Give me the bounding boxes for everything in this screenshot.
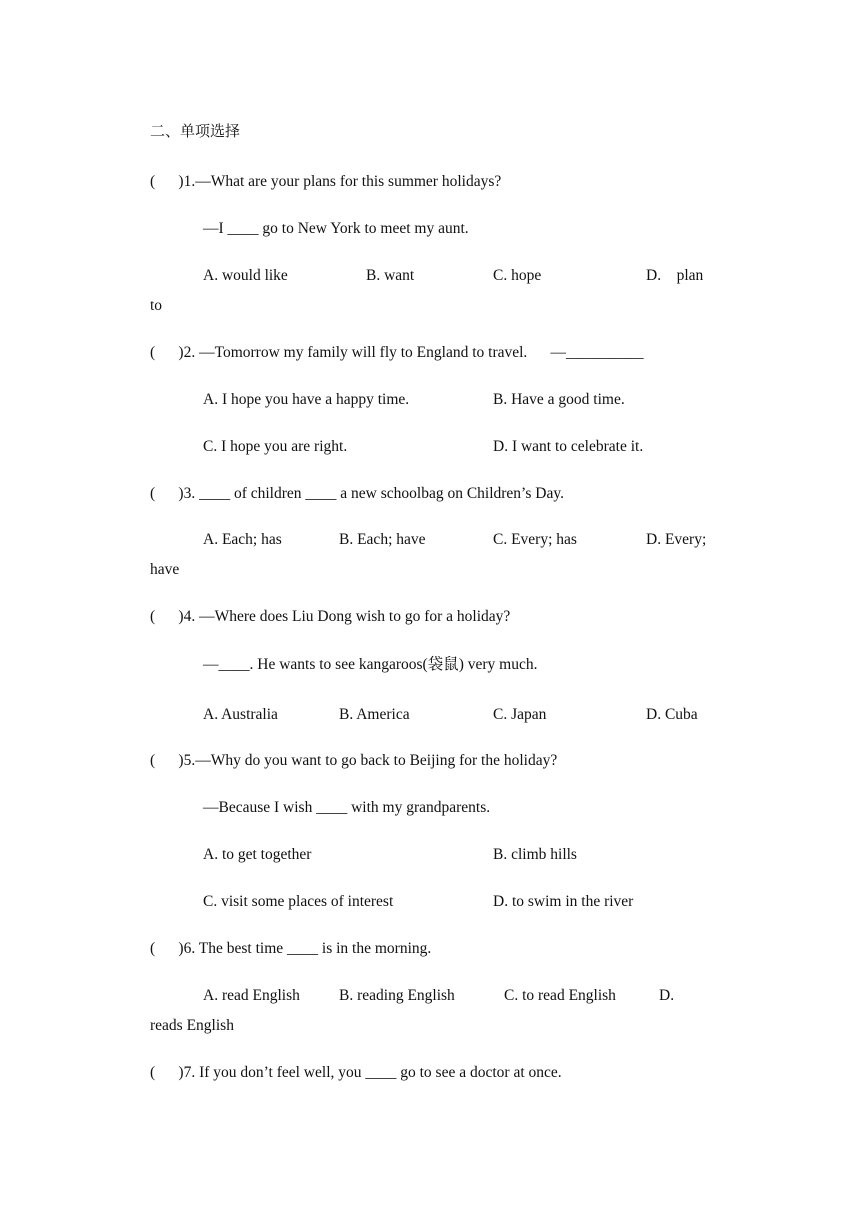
question-2-stem: ( )2. —Tomorrow my family will fly to England to travel. —__________	[150, 344, 644, 361]
question-6-wrap: reads English	[150, 1017, 234, 1034]
question-4-option-a: A. Australia	[203, 706, 278, 723]
question-1-sub: —I ____ go to New York to meet my aunt.	[203, 220, 469, 237]
question-1-wrap: to	[150, 297, 163, 314]
question-6-option-a: A. read English	[203, 987, 300, 1004]
question-1-option-d: D. plan	[646, 267, 704, 284]
question-6-option-d: D.	[659, 987, 675, 1004]
question-4-option-b: B. America	[339, 706, 410, 723]
question-5-option-b: B. climb hills	[493, 846, 577, 863]
question-2-option-b: B. Have a good time.	[493, 391, 625, 408]
question-2-option-d: D. I want to celebrate it.	[493, 438, 644, 455]
question-1-option-b: B. want	[366, 267, 415, 284]
question-3-option-c: C. Every; has	[493, 531, 577, 548]
question-5-sub: —Because I wish ____ with my grandparents.	[203, 799, 491, 816]
question-3-option-d: D. Every;	[646, 531, 707, 548]
question-3-wrap: have	[150, 561, 180, 578]
question-3-option-b: B. Each; have	[339, 531, 426, 548]
question-6-option-c: C. to read English	[504, 987, 616, 1004]
question-5-stem: ( )5.—Why do you want to go back to Beijing for the holiday?	[150, 752, 558, 769]
question-6-option-b: B. reading English	[339, 987, 455, 1004]
question-1-stem: ( )1.—What are your plans for this summer holidays?	[150, 173, 502, 190]
section-title: 二、单项选择	[150, 122, 241, 140]
question-3-option-a: A. Each; has	[203, 531, 282, 548]
question-4-option-c: C. Japan	[493, 706, 547, 723]
question-5-option-c: C. visit some places of interest	[203, 893, 394, 910]
question-1-option-c: C. hope	[493, 267, 542, 284]
question-5-option-d: D. to swim in the river	[493, 893, 634, 910]
question-4-stem: ( )4. —Where does Liu Dong wish to go for a holiday?	[150, 608, 511, 625]
question-3-stem: ( )3. ____ of children ____ a new schoolbag on Children’s Day.	[150, 485, 564, 502]
question-4-option-d: D. Cuba	[646, 706, 698, 723]
question-2-option-a: A. I hope you have a happy time.	[203, 391, 410, 408]
question-7-stem: ( )7. If you don’t feel well, you ____ go to see a doctor at once.	[150, 1064, 562, 1081]
question-4-sub: —____. He wants to see kangaroos(袋鼠) very much.	[203, 656, 538, 673]
question-1-option-a: A. would like	[203, 267, 288, 284]
question-6-stem: ( )6. The best time ____ is in the morning.	[150, 940, 432, 957]
question-5-option-a: A. to get together	[203, 846, 312, 863]
question-2-option-c: C. I hope you are right.	[203, 438, 348, 455]
